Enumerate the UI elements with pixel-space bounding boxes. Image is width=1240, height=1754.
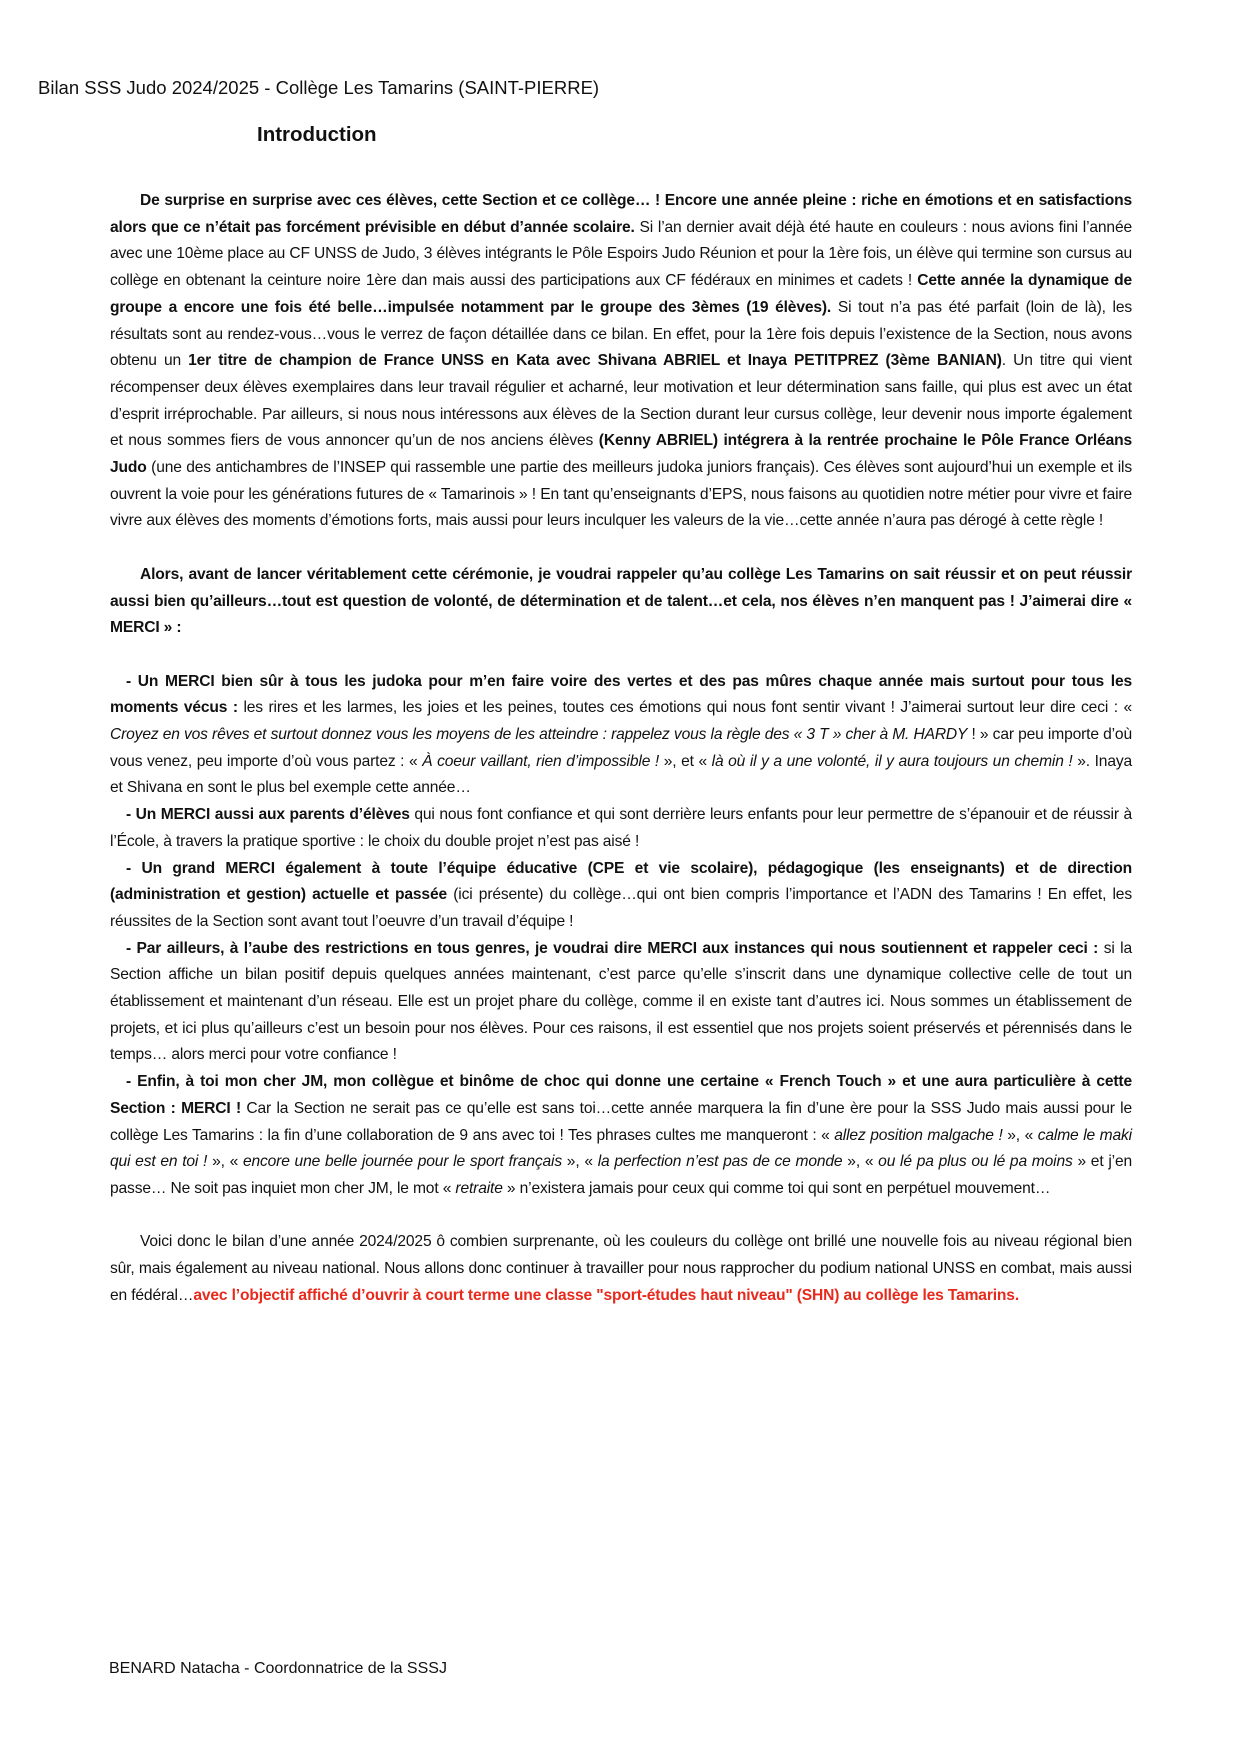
body-text: », «: [1002, 1126, 1038, 1144]
body-text: Voici donc le bilan d’une année 2024/2025 ô combien surprenante, où les couleurs du collège ont brillé une nouvelle fois au niveau régional bien sûr, mais également au niveau national. Nous allons donc continuer à travailler pour nous rapprocher du podium national UNSS en combat, mais aussi en fédéral…: [110, 1233, 1132, 1304]
paragraph-spacer: [110, 1203, 1132, 1230]
body-text: », «: [207, 1153, 243, 1171]
body-text: », «: [561, 1153, 598, 1171]
body-text: qui nous font confiance et qui sont derrière leurs enfants pour leur permettre de s’épanouir et de réussir à l’École, à travers la pratique sportive : le choix du double projet n’est pas aisé !: [110, 806, 1132, 850]
bold-text: Alors, avant de lancer véritablement cette cérémonie, je voudrai rappeler qu’au collège Les Tamarins on sait réussir et on peut réussir aussi bien qu’ailleurs…tout est question de volonté, de détermination et de talent…et cela, nos élèves n’en manquent pas ! J’aimerai dire « MERCI » :: [110, 565, 1132, 637]
document-body: [110, 188, 1132, 1309]
body-text: si la Section affiche un bilan positif depuis quelques années maintenant, c’est parce qu’elle s’inscrit dans une dynamique collective celle de tout un établissement et maintenant d’un réseau. Elle est un projet phare du collège, comme il en existe tant d’autres ici. Nous sommes un établissement de projets, et ici plus qu’ailleurs c’est un besoin pour nos élèves. Pour ces raisons, il est essentiel que nos projets soient préservés et pérennisés dans le temps… alors merci pour votre confiance !: [110, 939, 1132, 1064]
footer-signature: BENARD Natacha - Coordonnatrice de la SSSJ: [109, 1660, 447, 1677]
body-text: », «: [842, 1153, 879, 1171]
thanks-item-judoka: [110, 669, 1132, 803]
highlighted-objective: avec l’objectif affiché d’ouvrir à court terme une classe "sport-études haut niveau" (SHN) au collège les Tamarins.: [193, 1286, 1020, 1304]
document-header-title: Bilan SSS Judo 2024/2025 - Collège Les Tamarins (SAINT-PIERRE): [38, 77, 600, 98]
quote-text: calme le maki qui est en toi !: [110, 1126, 1132, 1171]
bold-text: 1er titre de champion de France UNSS en Kata avec Shivana ABRIEL et Inaya PETITPREZ (3ème BANIAN): [188, 352, 1002, 370]
bold-text: - Un MERCI aussi aux parents d’élèves: [126, 806, 410, 824]
quote-text: allez position malgache !: [834, 1126, 1003, 1144]
bold-text: - Enfin, à toi mon cher JM, mon collègue et binôme de choc qui donne une certaine « French Touch » et une aura particulière à cette Section : MERCI !: [110, 1073, 1132, 1117]
bold-text: De surprise en surprise avec ces élèves, cette Section et ce collège… ! Encore une année pleine : riche en émotions et en satisfactions alors que ce n’était pas forcément prévisible en début d’année scolaire.: [110, 192, 1132, 236]
thanks-item-institutions: [110, 936, 1132, 1070]
intro-paragraph: [110, 188, 1132, 535]
body-text: », et «: [659, 752, 712, 770]
body-text: (ici présente) du collège…qui ont bien compris l’importance et l’ADN des Tamarins ! En effet, les réussites de la Section sont avant tout l’oeuvre d’un travail d’équipe !: [110, 886, 1132, 930]
thanks-intro-paragraph: [110, 562, 1132, 642]
body-text: Si l’an dernier avait déjà été haute en couleurs : nous avions fini l’année avec une 10ème place au CF UNSS de Judo, 3 élèves intégrants le Pôle Espoirs Judo Réunion et pour la 1ère fois, un élève qui termine son cursus au collège en obtenant la ceinture noire 1ère dan mais aussi des participations aux CF fédéraux en minimes et cadets !: [110, 218, 1132, 290]
bold-text: (Kenny ABRIEL) intégrera à la rentrée prochaine le Pôle France Orléans Judo: [110, 432, 1133, 477]
quote-text: la perfection n’est pas de ce monde: [597, 1153, 843, 1171]
bold-text: Cette année la dynamique de groupe a encore une fois été belle…impulsée notamment par le groupe des 3èmes (19 élèves).: [110, 272, 1133, 316]
body-text: ». Inaya et Shivana en sont le plus bel exemple cette année…: [110, 752, 1133, 797]
body-text: » et j’en passe… Ne soit pas inquiet mon cher JM, le mot «: [110, 1153, 1133, 1197]
bold-text: - Un MERCI bien sûr à tous les judoka pour m’en faire voire des vertes et des pas mûres chaque année mais surtout pour tous les moments vécus :: [110, 672, 1132, 717]
quote-text: ou lé pa plus ou lé pa moins: [878, 1153, 1073, 1171]
body-text: Car la Section ne serait pas ce qu’elle est sans toi…cette année marquera la fin d’une ère pour la SSS Judo mais aussi pour le collège Les Tamarins : la fin d’une collaboration de 9 ans avec toi ! Tes phrases cultes me manqueront : «: [110, 1099, 1132, 1144]
quote-text: là où il y a une volonté, il y aura toujours un chemin !: [711, 752, 1073, 770]
quote-text: À coeur vaillant, rien d’impossible !: [422, 752, 660, 770]
body-text: . Un titre qui vient récompenser deux élèves exemplaires dans leur travail régulier et acharné, leur motivation et leur détermination sans faille, qui plus est avec un état d’esprit irréprochable. Par ailleurs, si nous nous intéressons aux élèves de la Section durant leur cursus collège, leur devenir nous importe également et nous sommes fiers de vous annoncer qu’un de nos anciens élèves: [110, 352, 1132, 450]
quote-text: retraite: [455, 1179, 503, 1197]
paragraph-spacer: [110, 535, 1132, 562]
section-title: Introduction: [257, 123, 377, 146]
paragraph-spacer: [110, 642, 1132, 669]
body-text: les rires et les larmes, les joies et les peines, toutes ces émotions qui nous font sentir vivant ! J’aimerai surtout leur dire ceci : «: [237, 699, 1132, 717]
body-text: » n’existera jamais pour ceux qui comme toi qui sont en perpétuel mouvement…: [502, 1179, 1051, 1197]
quote-text: encore une belle journée pour le sport français: [242, 1153, 562, 1171]
thanks-item-colleague: [110, 1069, 1132, 1203]
thanks-item-parents: [110, 802, 1132, 855]
bold-text: - Un grand MERCI également à toute l’équipe éducative (CPE et vie scolaire), pédagogique (les enseignants) et de direction (administration et gestion) actuelle et passée: [110, 859, 1132, 904]
body-text: ! » car peu importe d’où vous venez, peu importe d’où vous partez : «: [110, 726, 1132, 770]
thanks-item-staff: [110, 856, 1132, 936]
bold-text: - Par ailleurs, à l’aube des restrictions en tous genres, je voudrai dire MERCI aux instances qui nous soutiennent et rappeler ceci :: [126, 939, 1099, 957]
body-text: (une des antichambres de l’INSEP qui rassemble une partie des meilleurs judoka juniors français). Ces élèves sont aujourd’hui un exemple et ils ouvrent la voie pour les générations futures de « Tamarinois » ! En tant qu’enseignants d’EPS, nous faisons au quotidien notre métier pour vivre et faire vivre aux élèves des moments d’émotions forts, mais aussi pour leurs inculquer les valeurs de la vie…cette année n’aura pas dérogé à cette règle !: [110, 459, 1132, 530]
quote-text: Croyez en vos rêves et surtout donnez vous les moyens de les atteindre : rappelez vous la règle des « 3 T » cher à M. HARDY: [110, 726, 968, 744]
conclusion-paragraph: [110, 1229, 1132, 1309]
body-text: Si tout n’a pas été parfait (loin de là), les résultats sont au rendez-vous…vous le verrez de façon détaillée dans ce bilan. En effet, pour la 1ère fois depuis l’existence de la Section, nous avons obtenu un: [110, 298, 1132, 370]
